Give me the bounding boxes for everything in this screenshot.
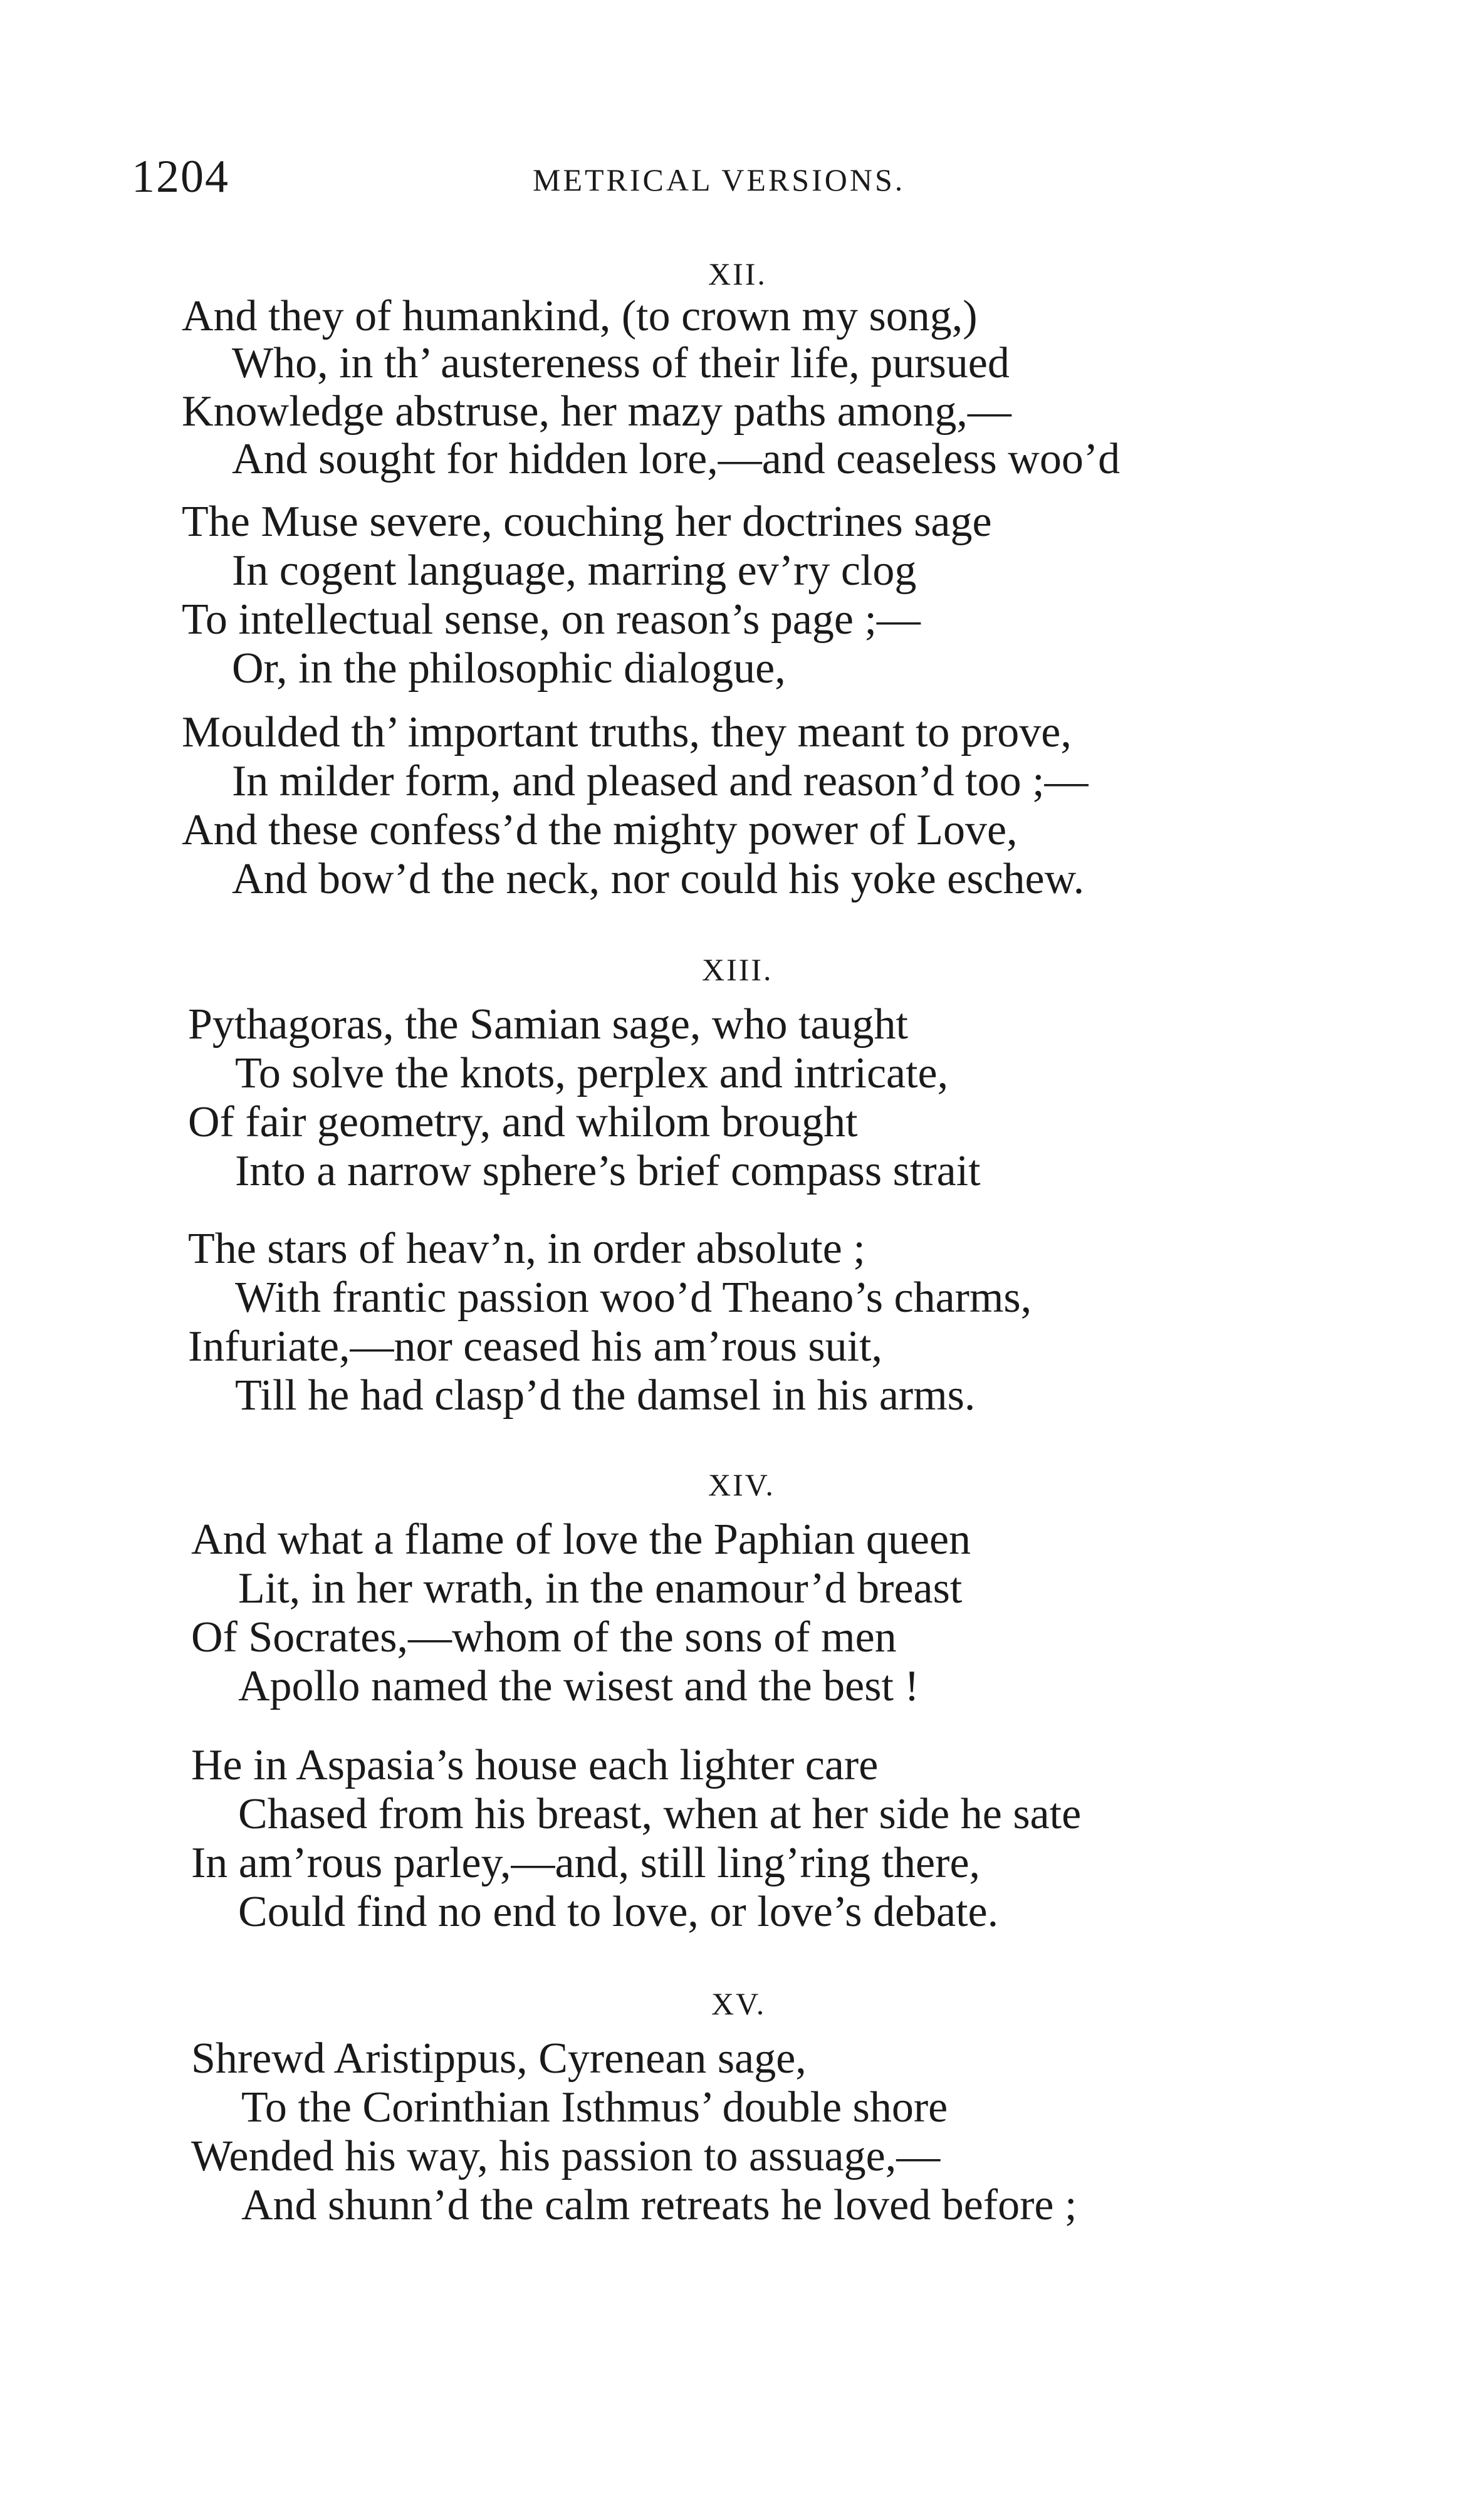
verse-line: And they of humankind, (to crown my song,) <box>182 292 978 340</box>
verse-line: The Muse severe, couching her doctrines sage <box>182 498 992 546</box>
verse-line: In am’rous parley,—and, still ling’ring there, <box>191 1839 981 1887</box>
verse-line: The stars of heav’n, in order absolute ; <box>188 1225 865 1273</box>
verse-line: And sought for hidden lore,—and ceaseless woo’d <box>232 435 1121 483</box>
verse-line: And what a flame of love the Paphian queen <box>191 1515 971 1564</box>
verse-line: In cogent language, marring ev’ry clog <box>232 547 917 595</box>
verse-line: Who, in th’ austereness of their life, pursued <box>232 339 1010 387</box>
verse-line: Shrewd Aristippus, Cyrenean sage, <box>191 2034 807 2083</box>
verse-line: To solve the knots, perplex and intricate, <box>235 1049 949 1097</box>
verse-line: Till he had clasp’d the damsel in his arms. <box>235 1371 976 1420</box>
verse-line: Infuriate,—nor ceased his am’rous suit, <box>188 1322 883 1371</box>
stanza-numeral: XIII. <box>702 952 773 987</box>
verse-line: Lit, in her wrath, in the enamour’d breast <box>238 1564 963 1613</box>
running-title: METRICAL VERSIONS. <box>533 162 906 197</box>
page-number: 1204 <box>132 151 229 202</box>
verse-line: With frantic passion woo’d Theano’s charms, <box>235 1274 1032 1322</box>
stanza-numeral: XV. <box>711 1986 766 2021</box>
verse-line: And shunn’d the calm retreats he loved before ; <box>241 2181 1077 2229</box>
verse-line: Chased from his breast, when at her side he sate <box>238 1790 1082 1838</box>
stanza-numeral: XII. <box>708 256 767 291</box>
verse-line: Into a narrow sphere’s brief compass strait <box>235 1147 981 1195</box>
verse-line: Or, in the philosophic dialogue, <box>232 644 786 693</box>
verse-line: And these confess’d the mighty power of Love, <box>182 806 1018 854</box>
verse-line: In milder form, and pleased and reason’d too ;— <box>232 757 1089 805</box>
verse-line: And bow’d the neck, nor could his yoke eschew. <box>232 855 1085 903</box>
verse-line: Knowledge abstruse, her mazy paths among,— <box>182 387 1011 436</box>
verse-line: Wended his way, his passion to assuage,— <box>191 2132 941 2180</box>
verse-line: Of Socrates,—whom of the sons of men <box>191 1613 897 1661</box>
stanza-numeral: XIV. <box>708 1467 775 1502</box>
verse-line: Could find no end to love, or love’s debate. <box>238 1888 999 1936</box>
verse-line: Pythagoras, the Samian sage, who taught <box>188 1000 908 1049</box>
page-header <box>132 150 1197 207</box>
verse-line: To intellectual sense, on reason’s page ;— <box>182 595 921 644</box>
verse-line: He in Aspasia’s house each lighter care <box>191 1741 879 1789</box>
verse-line: Of fair geometry, and whilom brought <box>188 1098 858 1146</box>
verse-line: Moulded th’ important truths, they meant to prove, <box>182 708 1072 756</box>
verse-line: Apollo named the wisest and the best ! <box>238 1662 919 1710</box>
verse-line: To the Corinthian Isthmus’ double shore <box>241 2083 948 2132</box>
